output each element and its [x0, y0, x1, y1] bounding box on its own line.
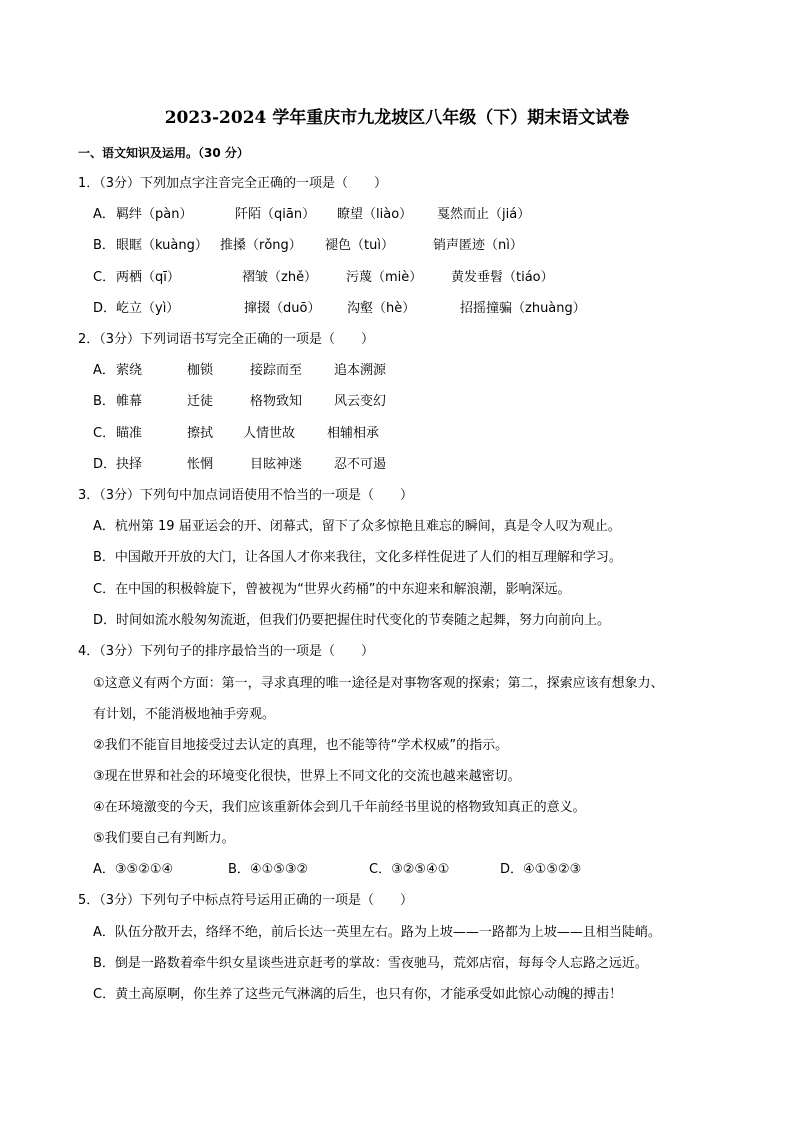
question-4-stem: 4．（3分）下列句子的排序最恰当的一项是（ ） [78, 644, 375, 659]
q4-answers [93, 861, 582, 879]
q3-option-b: B．中国敞开开放的大门，让各国人才你来我往，文化多样性促进了人们的相互理解和学习。 [93, 550, 622, 565]
section-heading: 一、语文知识及运用。（30 分） [78, 146, 249, 160]
q1-option-b [93, 237, 523, 255]
answer-choice: D．④①⑤②③ [500, 862, 582, 877]
q4-sentence: 有计划，不能消极地袖手旁观。 [93, 707, 276, 722]
option-word: 追本溯源 [334, 363, 387, 378]
option-word: 迁徒 [187, 394, 214, 409]
option-word: 屹立（yì） [116, 301, 180, 316]
option-word: 接踪而至 [250, 363, 303, 378]
option-word: 撺掇（duō） [244, 301, 321, 316]
option-label: D． [93, 301, 117, 316]
q5-option-b: B．倒是一路数着牵牛织女星谈些进京赶考的掌故：雪夜驰马，荒郊店宿，每每令人忘路之远近。 [93, 956, 648, 971]
option-word: 褶皱（zhě） [242, 270, 318, 285]
q1-option-c [93, 269, 554, 287]
q2-option-d [93, 456, 387, 474]
option-word: 阡陌（qiān） [235, 207, 316, 222]
option-label: B． [93, 238, 115, 253]
option-word: 萦绕 [116, 363, 143, 378]
option-word: 销声匿迹（nì） [433, 238, 523, 253]
option-word: 枷锁 [187, 363, 214, 378]
option-word: 帷幕 [116, 394, 143, 409]
option-label: A． [93, 207, 115, 222]
option-word: 污蔑（miè） [346, 270, 423, 285]
question-2-stem: 2．（3分）下列词语书写完全正确的一项是（ ） [78, 332, 375, 347]
q1-option-a [93, 206, 531, 224]
q2-option-a [93, 362, 387, 380]
option-word: 羁绊（pàn） [116, 207, 193, 222]
option-word: 瞭望（liào） [337, 207, 413, 222]
q4-sentence: ③现在世界和社会的环境变化很快，世界上不同文化的交流也越来越密切。 [93, 769, 521, 784]
option-word: 相辅相承 [327, 426, 380, 441]
option-word: 人情世故 [243, 426, 296, 441]
option-word: 擦拭 [187, 426, 214, 441]
question-3-stem: 3．（3分）下列句中加点词语使用不恰当的一项是（ ） [78, 488, 414, 503]
q4-sentence: ①这意义有两个方面：第一，寻求真理的唯一途径是对事物客观的探索；第二，探索应该有想象力、 [93, 676, 664, 691]
q3-option-d: D．时间如流水般匆匆流逝，但我们仍要把握住时代变化的节奏随之起舞，努力向前向上。 [93, 613, 611, 628]
answer-choice: C．③②⑤④① [369, 862, 450, 877]
answer-choice: A．③⑤②①④ [93, 862, 174, 877]
option-word: 推搡（rǒng） [220, 238, 302, 253]
option-word: 两栖（qī） [116, 270, 180, 285]
q5-option-c: C．黄土高原啊，你生养了这些元气淋漓的后生，也只有你，才能承受如此惊心动魄的搏击！ [93, 987, 623, 1002]
q5-option-a: A．队伍分散开去，络绎不绝，前后长达一英里左右。路为上坡——一路都为上坡——且相当陡峭。 [93, 925, 661, 940]
option-word: 褪色（tuì） [325, 238, 394, 253]
q4-sentence: ②我们不能盲目地接受过去认定的真理，也不能等待“学术权威”的指示。 [93, 738, 509, 753]
q2-option-c [93, 425, 380, 443]
option-word: 招摇撞骗（zhuàng） [460, 301, 586, 316]
option-word: 忍不可遏 [334, 457, 387, 472]
option-word: 戛然而止（jiá） [437, 207, 531, 222]
option-word: 抉择 [116, 457, 143, 472]
option-word: 眼眶（kuàng） [116, 238, 208, 253]
option-label: D． [93, 457, 117, 472]
option-word: 风云变幻 [334, 394, 387, 409]
option-word: 瞄准 [116, 426, 143, 441]
option-label: C． [93, 270, 116, 285]
page-title: 2023-2024 学年重庆市九龙坡区八年级（下）期末语文试卷 [164, 108, 630, 128]
question-5-stem: 5．（3分）下列句子中标点符号运用正确的一项是（ ） [78, 893, 414, 908]
option-label: A． [93, 363, 115, 378]
q4-sentence: ④在环境激变的今天，我们应该重新体会到几千年前经书里说的格物致知真正的意义。 [93, 800, 586, 815]
q3-option-c: C．在中国的积极斡旋下，曾被视为“世界火药桶”的中东迎来和解浪潮，影响深远。 [93, 582, 571, 597]
answer-choice: B．④①⑤③② [228, 862, 309, 877]
option-word: 目眩神迷 [250, 457, 303, 472]
option-label: B． [93, 394, 115, 409]
q4-sentence: ⑤我们要自己有判断力。 [93, 831, 235, 846]
q3-option-a: A．杭州第 19 届亚运会的开、闭幕式，留下了众多惊艳且难忘的瞬间，真是令人叹为观止。 [93, 519, 621, 534]
option-word: 黄发垂髫（tiáo） [451, 270, 554, 285]
q2-option-b [93, 393, 387, 411]
option-word: 格物致知 [250, 394, 303, 409]
q1-option-d [93, 300, 586, 318]
option-label: C． [93, 426, 116, 441]
option-word: 沟壑（hè） [347, 301, 416, 316]
question-1-stem: 1．（3分）下列加点字注音完全正确的一项是（ ） [78, 176, 388, 191]
option-word: 怅惘 [187, 457, 214, 472]
